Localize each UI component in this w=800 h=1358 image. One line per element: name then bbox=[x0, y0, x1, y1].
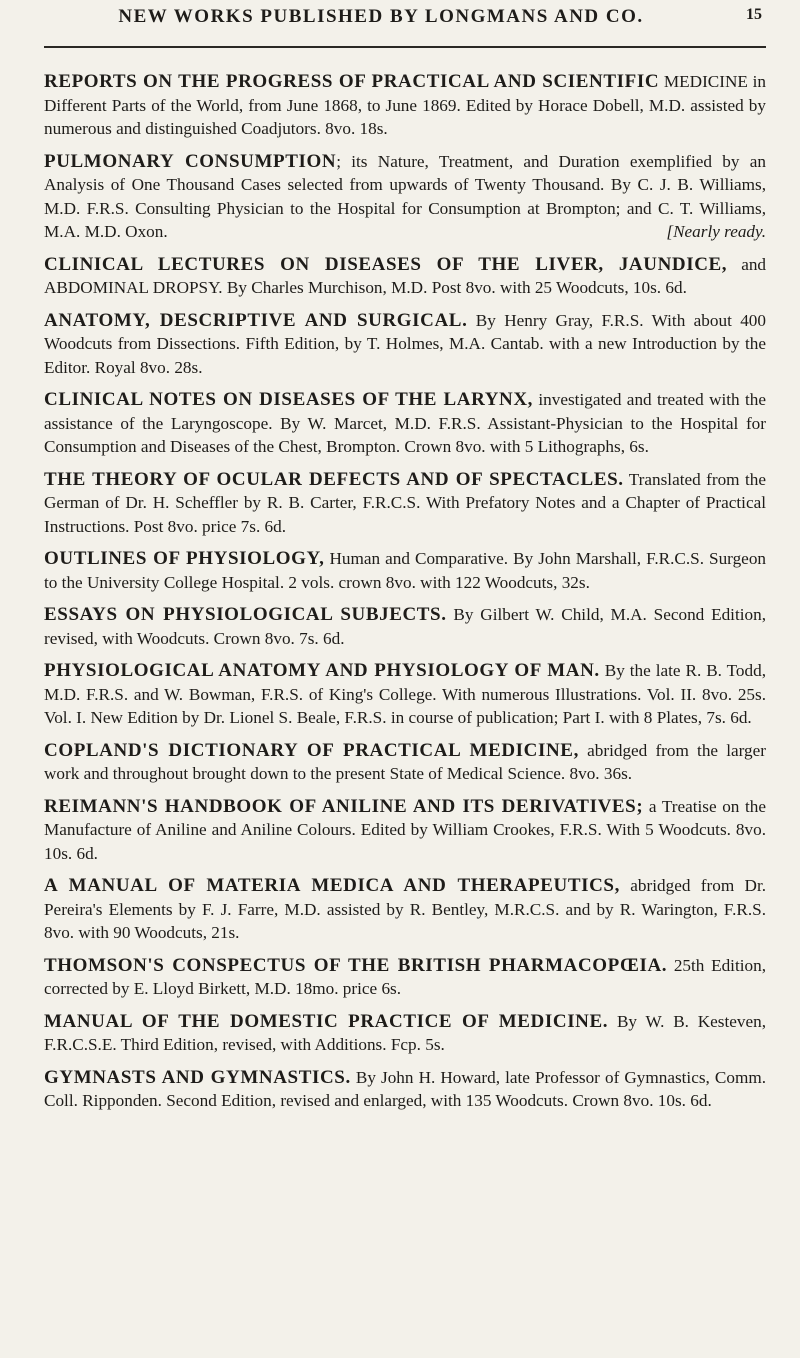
book-entry-larynx-notes bbox=[44, 388, 766, 459]
book-entry-physiological-anatomy bbox=[44, 659, 766, 730]
book-entry-aniline-handbook bbox=[44, 795, 766, 866]
book-entry-coplands-dictionary bbox=[44, 739, 766, 786]
book-title: THOMSON'S CONSPECTUS OF THE BRITISH PHARMACOPŒIA. bbox=[44, 954, 668, 976]
book-description: abridged from the larger work and throughout brought down to the present State of Medical Science. 8vo. 36s. bbox=[44, 740, 766, 783]
book-title: COPLAND'S DICTIONARY OF PRACTICAL MEDICINE, bbox=[44, 739, 579, 761]
book-entry-physiological-essays bbox=[44, 603, 766, 650]
book-description: Translated from the German of Dr. H. Scheffler by R. B. Carter, F.R.C.S. With Prefatory Notes and a Chapter of Practical Instructions. Post 8vo. price 7s. 6d. bbox=[44, 469, 766, 536]
book-title: A MANUAL OF MATERIA MEDICA AND THERAPEUTICS, bbox=[44, 875, 620, 896]
book-entry-reports-medicine bbox=[44, 70, 766, 141]
book-description: 25th Edition, corrected by E. Lloyd Birkett, M.D. 18mo. price 6s. bbox=[44, 955, 766, 998]
running-header bbox=[44, 0, 766, 48]
book-title: PHYSIOLOGICAL ANATOMY AND PHYSIOLOGY OF MAN. bbox=[44, 660, 600, 681]
book-title: PULMONARY CONSUMPTION bbox=[44, 150, 337, 172]
book-description: By Henry Gray, F.R.S. With about 400 Woodcuts from Dissections. Fifth Edition, by T. Holmes, M.A. Cantab. with a new Introduction by the Editor. Royal 8vo. 28s. bbox=[44, 310, 766, 377]
book-entry-anatomy bbox=[44, 309, 766, 380]
catalogue-page bbox=[44, 0, 766, 1122]
book-title: MANUAL OF THE DOMESTIC PRACTICE OF MEDICINE. bbox=[44, 1010, 609, 1032]
book-title: CLINICAL NOTES ON DISEASES OF THE LARYNX, bbox=[44, 389, 534, 410]
book-title: ANATOMY, DESCRIPTIVE AND SURGICAL. bbox=[44, 309, 468, 331]
book-description: By the late R. B. Todd, M.D. F.R.S. and W. Bowman, F.R.S. of King's College. With numerous Illustrations. Vol. II. 8vo. 25s. Vol. I. New Edition by Dr. Lionel S. Beale, F.R.S. in course of publication; Part I. with 8 Plates, 7s. 6d. bbox=[44, 661, 767, 727]
book-title: REPORTS ON THE PROGRESS OF PRACTICAL AND SCIENTIFIC bbox=[44, 71, 660, 92]
book-entry-pulmonary-consumption bbox=[44, 150, 766, 244]
book-entry-outlines-physiology bbox=[44, 547, 766, 594]
book-description: investigated and treated with the assistance of the Laryngoscope. By W. Marcet, M.D. F.R.S. Assistant-Physician to the Hospital for Consumption and Diseases of the Chest, Brompton. Crown 8vo. with 5 Lithographs, 6s. bbox=[44, 390, 767, 456]
page-number: 15 bbox=[746, 6, 762, 23]
book-description: and ABDOMINAL DROPSY. By Charles Murchison, M.D. Post 8vo. with 25 Woodcuts, 10s. 6d. bbox=[44, 254, 767, 297]
book-entry-domestic-medicine bbox=[44, 1010, 766, 1057]
book-description: By Gilbert W. Child, M.A. Second Edition, revised, with Woodcuts. Crown 8vo. 7s. 6d. bbox=[44, 605, 766, 648]
book-entry-ocular-defects bbox=[44, 468, 766, 539]
book-entry-materia-medica bbox=[44, 874, 766, 945]
book-description: abridged from Dr. Pereira's Elements by F. J. Farre, M.D. assisted by R. Bentley, M.R.C.S. and by R. Warington, F.R.S. 8vo. with 90 Woodcuts, 21s. bbox=[44, 876, 767, 942]
book-list bbox=[44, 70, 766, 1113]
book-description: Human and Comparative. By John Marshall, F.R.C.S. Surgeon to the University College Hospital. 2 vols. crown 8vo. with 122 Woodcuts, 32s. bbox=[44, 549, 767, 592]
book-title: GYMNASTS AND GYMNASTICS. bbox=[44, 1066, 351, 1088]
book-description: By W. B. Kesteven, F.R.C.S.E. Third Edition, revised, with Additions. Fcp. 5s. bbox=[44, 1011, 767, 1054]
availability-note: [Nearly ready. bbox=[666, 222, 766, 241]
book-title: ESSAYS ON PHYSIOLOGICAL SUBJECTS. bbox=[44, 604, 447, 625]
book-entry-gymnastics bbox=[44, 1066, 766, 1113]
book-description: MEDICINE in Different Parts of the World, from June 1868, to June 1869. Edited by Horace Dobell, M.D. assisted by numerous and distinguished Coadjutors. 8vo. 18s. bbox=[44, 72, 766, 138]
running-title: NEW WORKS PUBLISHED BY LONGMANS AND CO. bbox=[118, 6, 644, 27]
book-title: THE THEORY OF OCULAR DEFECTS AND OF SPECTACLES. bbox=[44, 468, 624, 490]
book-description: By John H. Howard, late Professor of Gymnastics, Comm. Coll. Ripponden. Second Edition, revised and enlarged, with 135 Woodcuts. Crown 8vo. 10s. 6d. bbox=[44, 1067, 766, 1110]
book-description: ; its Nature, Treatment, and Duration exemplified by an Analysis of One Thousand Cases selected from upwards of Twenty Thousand. By C. J. B. Williams, M.D. F.R.S. Consulting Physician to the Hospital for Consumption at Brompton; and C. T. Williams, M.A. M.D. Oxon. bbox=[44, 151, 766, 241]
book-description: a Treatise on the Manufacture of Aniline and Aniline Colours. Edited by William Crookes, F.R.S. With 5 Woodcuts. 8vo. 10s. 6d. bbox=[44, 796, 767, 863]
book-entry-clinical-lectures-liver bbox=[44, 253, 766, 300]
book-title: REIMANN'S HANDBOOK OF ANILINE AND ITS DERIVATIVES; bbox=[44, 795, 644, 817]
book-title: CLINICAL LECTURES ON DISEASES OF THE LIVER, JAUNDICE, bbox=[44, 253, 728, 275]
book-entry-pharmacopoeia-conspectus bbox=[44, 954, 766, 1001]
book-title: OUTLINES OF PHYSIOLOGY, bbox=[44, 548, 325, 569]
